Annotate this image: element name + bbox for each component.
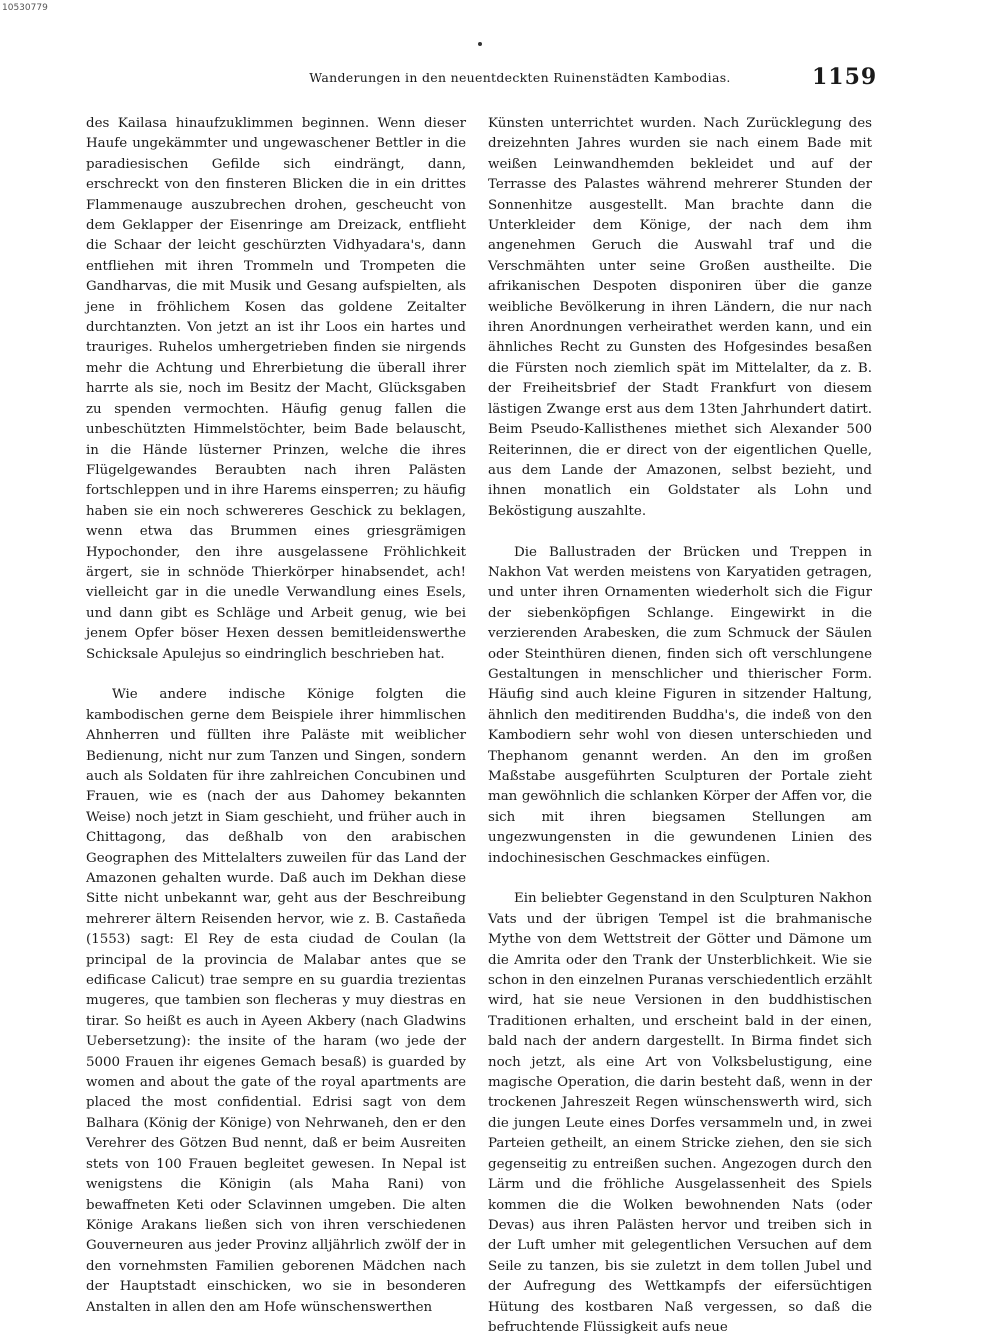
paragraph: Die Ballustraden der Brücken und Treppen in Nakhon Vat werden meistens von Karyatiden getragen, und unter ihren Ornamenten wiederholt sich die Figur der siebenköpfigen Schlange. Eingewirkt in die verzierenden Arabesken, die zum Schmuck der Säulen oder Steinthüren dienen, finden sich oft verschlungene Gestaltungen in menschlicher und thierischer Form. Häufig sind auch kleine Figuren in sitzender Haltung, ähnlich den meditirenden Buddha's, die indeß von den Kambodiern sehr wohl von diesen unterschieden und Thephanom genannt werden. An den im großen Maßstabe ausgeführten Sculpturen der Portale zieht man gewöhnlich die schlanken Körper der Affen vor, die sich mit ihren biegsamen Stellungen am ungezwungensten in die gewundenen Linien des indochinesischen Geschmackes einfügen. bbox=[488, 544, 872, 866]
paragraph: Ein beliebter Gegenstand in den Sculpturen Nakhon Vats und der übrigen Tempel ist die brahmanische Mythe von dem Wettstreit der Götter und Dämone um die Amrita oder den Trank der Unsterblichkeit. Wie sie schon in den einzelnen Puranas verschiedentlich erzählt wird, hat sie neue Versionen in den buddhistischen Traditionen erhalten, und erscheint bald in der einen, bald nach der andern dargestellt. In Birma findet sich noch jetzt, als eine Art von Volksbelustigung, eine magische Operation, die darin besteht daß, wenn in der trockenen Jahreszeit Regen wünschenswerth wird, sich die jungen Leute eines Dorfes versammeln und, in zwei Parteien getheilt, an einem Stricke ziehen, den sie sich gegenseitig zu entreißen suchen. Angezogen durch den Lärm und die fröhliche Ausgelassenheit des Spiels kommen die die Wolken bewohnenden Nats (oder Devas) aus ihren Palästen hervor und treiben sich in der Luft umher mit gelegentlichen Versuchen auf dem Seile zu tanzen, bis sie zuletzt in dem tollen Jubel und der Aufregung des Wettkampfs der eifersüchtigen Hütung des kostbaren Naß vergessen, so daß die befruchtende Flüssigkeit aufs neue bbox=[488, 891, 872, 1335]
ink-dot bbox=[478, 42, 482, 46]
paragraph: Wie andere indische Könige folgten die kambodischen gerne dem Beispiele ihrer himmlischen Ahnherren und füllten ihre Paläste mit weiblicher Bedienung, nicht nur zum Tanzen und Singen, sondern auch als Soldaten für ihre zahlreichen Concubinen und Frauen, wie es (nach der aus Dahomey bekannten Weise) noch jetzt in Siam geschieht, und früher auch in Chittagong, das deßhalb von den arabischen Geographen des Mittelalters zuweilen für das Land der Amazonen gehalten wurde. Daß auch im Dekhan diese Sitte nicht unbekannt war, geht aus der Beschreibung mehrerer ältern Reisenden hervor, wie z. B. Castañeda (1553) sagt: El Rey de esta ciudad de Coulan (la principal de la provincia de Malabar antes que se edificase Calicut) trae sempre en su guardia trezientas mugeres, que tambien son flecheras y muy diestras en tirar. So heißt es auch in Ayeen Akbery (nach Gladwins Uebersetzung): the insite of the haram (wo jede der 5000 Frauen ihr eigenes Gemach besaß) is guarded by women and about the gate of the royal apartments are placed the most confidential. Edrisi sagt von dem Balhara (König der Könige) von Nehrwaneh, den er den Verehrer des Götzen Bud nennt, daß er beim Ausreiten stets von 100 Frauen begleitet gewesen. In Nepal ist wenigstens die Königin (als Maha Rani) von bewaffneten Keti oder Sclavinnen umgeben. Die alten Könige Arakans ließen sich von ihren verschiedenen Gouverneuren aus jeder Provinz alljährlich zwölf der in den vornehmsten Familien geborenen Mädchen nach der Hauptstadt einschicken, wo sie in besonderen Anstalten in allen den am Hofe wünschenswerthen bbox=[86, 687, 466, 1315]
paragraph: des Kailasa hinaufzuklimmen beginnen. Wenn dieser Haufe ungekämmter und ungewaschener Bettler in die paradiesischen Gefilde sich eindrängt, dann, erschreckt von den finsteren Blicken die in ein drittes Flammenauge auszubrechen drohen, gescheucht von dem Geklapper der Eisenringe am Dreizack, entflieht die Schaar der leicht geschürzten Vidhyadara's, dann entfliehen mit ihren Trommeln und Trompeten die Gandharvas, die mit Musik und Gesang aufspielten, als jene in fröhlichem Kosen das goldene Zeitalter durchtanzten. Von jetzt an ist ihr Loos ein hartes und trauriges. Ruhelos umhergetrieben finden sie nirgends mehr die Achtung und Ehrerbietung die überall ihrer harrte als sie, noch im Besitz der Macht, Glücksgaben zu spenden vermochten. Häufig genug fallen die unbeschützten Himmelstöchter, beim Bade belauscht, in die Hände lüsterner Prinzen, welche die ihres Flügelgewandes Beraubten nach ihren Palästen fortschleppen und in ihre Harems einsperren; zu häufig haben sie ein noch schwereres Geschick zu beklagen, wenn etwa das Brummen eines griesgrämigen Hypochonder, den ihre ausgelassene Fröhlichkeit ärgert, sie in schnöde Thierkörper hinabsendet, ach! vielleicht gar in die unedle Verwandlung eines Esels, und dann gibt es Schläge und Arbeit genug, wie bei jenem Opfer böser Hexen dessen bemitleidenswerthe Schicksale Apulejus so eindringlich beschrieben hat. bbox=[86, 116, 466, 662]
page-number: 1159 bbox=[812, 64, 878, 90]
paragraph: Künsten unterrichtet wurden. Nach Zurücklegung des dreizehnten Jahres wurden sie nach einem Bade mit weißen Leinwandhemden bekleidet und auf der Terrasse des Palastes während mehrerer Stunden der Sonnenhitze ausgestellt. Man brachte dann die Unterkleider dem Könige, der nach dem ihm angenehmen Geruch die Auswahl traf und die Verschmähten unter seine Großen austheilte. Die afrikanischen Despoten disponiren über die ganze weibliche Bevölkerung in ihren Ländern, die nur nach ihren Anordnungen verheirathet werden kann, und ein ähnliches Recht zu Gunsten des Hofgesindes besaßen die Fürsten noch ziemlich spät im Mittelalter, da z. B. der Freiheitsbrief der Stadt Frankfurt von diesem lästigen Zwange erst aus dem 13ten Jahrhundert datirt. Beim Pseudo-Kallisthenes miethet sich Alexander 500 Reiterinnen, die er direct von der eigentlichen Quelle, aus dem Lande der Amazonen, selbst bezieht, und ihnen monatlich ein Goldstater als Lohn und Beköstigung auszahlte. bbox=[488, 116, 872, 519]
right-column bbox=[488, 114, 872, 1335]
left-column bbox=[86, 114, 466, 1315]
scan-id-label: 10530779 bbox=[2, 3, 48, 13]
running-head: Wanderungen in den neuentdeckten Ruinenstädten Kambodias. bbox=[309, 70, 731, 85]
